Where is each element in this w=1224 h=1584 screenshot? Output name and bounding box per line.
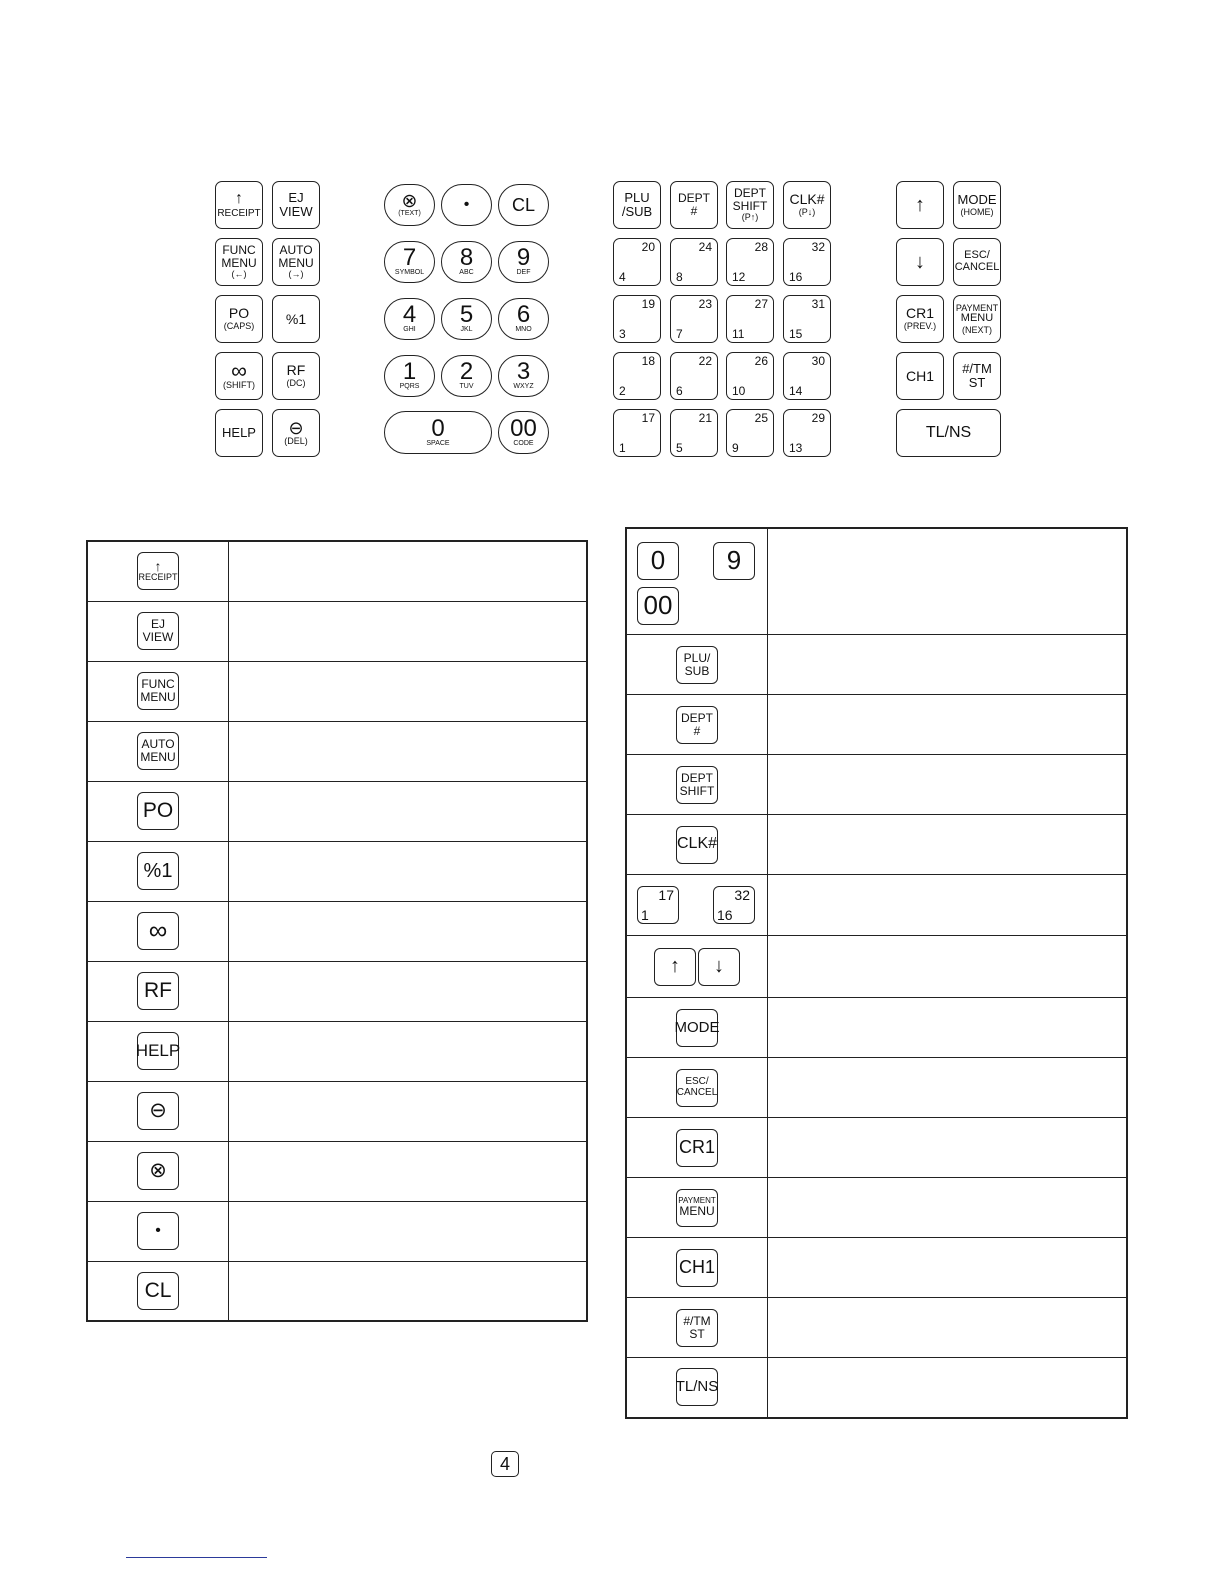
description-cell — [229, 1141, 588, 1201]
cr1-key-icon: CR1 — [676, 1129, 718, 1167]
table-row — [626, 998, 1127, 1058]
description-cell — [768, 1358, 1128, 1418]
arrow-up-icon: ↑ — [915, 193, 925, 216]
description-cell — [768, 998, 1128, 1058]
left-key-table — [86, 540, 588, 1322]
digit-4-key[interactable]: 4 GHI — [384, 298, 435, 340]
table-row — [626, 1178, 1127, 1238]
tm-st-key-icon: #/TM ST — [676, 1309, 718, 1347]
plu-sub-key-icon: PLU/ SUB — [676, 646, 718, 684]
digit-keys-range — [627, 529, 767, 634]
dept-key-17-icon: 17 1 — [637, 886, 679, 924]
description-cell — [229, 781, 588, 841]
decimal-point-key[interactable] — [441, 184, 492, 226]
auto-menu-key[interactable]: AUTO MENU (→) — [272, 238, 320, 286]
table-row — [626, 635, 1127, 695]
description-cell — [768, 1178, 1128, 1238]
infinity-icon: ∞ — [231, 357, 247, 383]
help-key-icon: HELP — [137, 1032, 179, 1070]
table-row — [626, 815, 1127, 875]
dot-icon: • — [463, 195, 470, 213]
table-row — [87, 661, 587, 721]
auto-menu-key-icon: AUTO MENU — [137, 732, 179, 770]
table-row — [87, 601, 587, 661]
double-zero-key-icon: 00 — [637, 587, 679, 625]
table-row — [87, 901, 587, 961]
arrow-down-icon: ↓ — [714, 955, 724, 977]
table-row — [87, 841, 587, 901]
circled-x-icon: ⊗ — [401, 190, 418, 212]
po-key[interactable]: PO (CAPS) — [215, 295, 263, 343]
table-row — [626, 875, 1127, 936]
description-cell — [229, 901, 588, 961]
right-key-table — [625, 527, 1128, 1419]
table-row — [87, 721, 587, 781]
description-cell — [768, 635, 1128, 695]
arrow-up-icon: ↑ — [154, 558, 162, 575]
table-row — [87, 1141, 587, 1201]
description-cell — [229, 1201, 588, 1261]
description-cell — [768, 815, 1128, 875]
description-cell — [229, 1081, 588, 1141]
esc-cancel-key-icon: ESC/ CANCEL — [676, 1069, 718, 1107]
po-key-icon: PO — [137, 792, 179, 830]
ch1-key-icon: CH1 — [676, 1249, 718, 1287]
shift-key-icon — [137, 912, 179, 950]
mode-key[interactable]: MODE (HOME) — [953, 181, 1001, 229]
description-cell — [768, 528, 1128, 635]
up-arrow-key[interactable] — [896, 181, 944, 229]
description-cell — [768, 936, 1128, 998]
table-row — [626, 695, 1127, 755]
clerk-key-icon: CLK# — [676, 826, 718, 864]
dept-key[interactable]: 18 2 — [613, 352, 661, 400]
dept-key[interactable]: 24 8 — [670, 238, 718, 286]
description-cell — [768, 1058, 1128, 1118]
table-row — [626, 1238, 1127, 1298]
payment-menu-key[interactable]: PAYMENT MENU (NEXT) — [953, 295, 1001, 343]
digit-9-key[interactable]: 9 DEF — [498, 241, 549, 283]
description-cell — [768, 1118, 1128, 1178]
dot-icon: • — [155, 1221, 161, 1239]
digit-1-key[interactable]: 1 PQRS — [384, 355, 435, 397]
dept-keys-range — [627, 875, 767, 935]
tl-ns-key-icon: TL/NS — [676, 1368, 718, 1406]
down-arrow-key[interactable] — [896, 238, 944, 286]
percent1-key-icon: %1 — [137, 852, 179, 890]
dept-key[interactable]: 21 5 — [670, 409, 718, 457]
infinity-icon: ∞ — [148, 915, 168, 946]
dept-key[interactable]: 17 1 — [613, 409, 661, 457]
dept-number-key[interactable]: DEPT # — [670, 181, 718, 229]
multiply-key-icon — [137, 1152, 179, 1190]
func-menu-key-icon: FUNC MENU — [137, 672, 179, 710]
dept-key[interactable]: 25 9 — [726, 409, 774, 457]
ch1-key[interactable]: CH1 — [896, 352, 944, 400]
table-row — [87, 961, 587, 1021]
description-cell — [768, 1238, 1128, 1298]
esc-cancel-key[interactable]: ESC/ CANCEL — [953, 238, 1001, 286]
dept-key[interactable]: 30 14 — [783, 352, 831, 400]
func-menu-key[interactable]: FUNC MENU (←) — [215, 238, 263, 286]
digit-6-key[interactable]: 6 MNO — [498, 298, 549, 340]
del-key[interactable]: ⊖ (DEL) — [272, 409, 320, 457]
minus-circle-icon: ⊖ — [149, 1098, 167, 1122]
decimal-key-icon — [137, 1212, 179, 1250]
del-key-icon — [137, 1092, 179, 1130]
dept-key[interactable]: 20 4 — [613, 238, 661, 286]
dept-key[interactable]: 22 6 — [670, 352, 718, 400]
down-arrow-key-icon — [698, 948, 740, 986]
table-row — [626, 1358, 1127, 1418]
tm-st-key[interactable]: #/TM ST — [953, 352, 1001, 400]
dept-key[interactable]: 23 7 — [670, 295, 718, 343]
table-row — [87, 781, 587, 841]
table-row — [87, 1201, 587, 1261]
clear-key-icon: CL — [137, 1272, 179, 1310]
digit-0-key[interactable]: 0 SPACE — [384, 411, 492, 454]
description-cell — [229, 1021, 588, 1081]
dept-key[interactable]: 26 10 — [726, 352, 774, 400]
dept-key-32-icon: 32 16 — [713, 886, 755, 924]
plu-sub-key[interactable]: PLU /SUB — [613, 181, 661, 229]
description-cell — [229, 661, 588, 721]
table-row — [626, 1298, 1127, 1358]
double-zero-key[interactable]: 00 CODE — [498, 411, 549, 454]
receipt-key-icon: ↑ RECEIPT — [137, 552, 179, 590]
digit-2-key[interactable]: 2 TUV — [441, 355, 492, 397]
digit-3-key[interactable]: 3 WXYZ — [498, 355, 549, 397]
table-row — [87, 1021, 587, 1081]
table-row — [87, 1081, 587, 1141]
table-row — [87, 541, 587, 601]
table-row — [626, 1058, 1127, 1118]
dept-key[interactable]: 27 11 — [726, 295, 774, 343]
table-row — [626, 755, 1127, 815]
clear-key[interactable]: CL — [498, 184, 549, 226]
rf-key-icon: RF — [137, 972, 179, 1010]
page-number: 4 — [491, 1451, 519, 1477]
dept-key[interactable]: 28 12 — [726, 238, 774, 286]
description-cell — [229, 601, 588, 661]
dept-key[interactable]: 31 15 — [783, 295, 831, 343]
description-cell — [229, 1261, 588, 1321]
digit-8-key[interactable]: 8 ABC — [441, 241, 492, 283]
table-row — [626, 936, 1127, 998]
digit-7-key[interactable]: 7 SYMBOL — [384, 241, 435, 283]
dept-shift-key[interactable]: DEPT SHIFT (P↑) — [726, 181, 774, 229]
digit-0-key-icon: 0 — [637, 542, 679, 580]
help-key[interactable]: HELP — [215, 409, 263, 457]
description-cell — [768, 755, 1128, 815]
table-row — [626, 528, 1127, 635]
rf-key[interactable]: RF (DC) — [272, 352, 320, 400]
circled-x-icon: ⊗ — [149, 1158, 167, 1182]
up-arrow-key-icon — [654, 948, 696, 986]
description-cell — [229, 721, 588, 781]
footer-rule — [126, 1557, 267, 1558]
multiply-text-key[interactable]: ⊗ (TEXT) — [384, 184, 435, 226]
description-cell — [768, 875, 1128, 936]
arrow-keys — [627, 948, 767, 986]
dept-key[interactable]: 19 3 — [613, 295, 661, 343]
tl-ns-key[interactable]: TL/NS — [896, 409, 1001, 457]
payment-menu-key-icon: PAYMENT MENU — [676, 1189, 718, 1227]
arrow-down-icon: ↓ — [915, 250, 925, 273]
description-cell — [768, 695, 1128, 755]
ej-view-key[interactable]: EJ VIEW — [272, 181, 320, 229]
clerk-key[interactable]: CLK# (P↓) — [783, 181, 831, 229]
ej-view-key-icon: EJ VIEW — [137, 612, 179, 650]
table-row — [626, 1118, 1127, 1178]
arrow-up-icon: ↑ — [235, 189, 243, 207]
dept-key[interactable]: 29 13 — [783, 409, 831, 457]
dept-key[interactable]: 32 16 — [783, 238, 831, 286]
cr1-key[interactable]: CR1 (PREV.) — [896, 295, 944, 343]
arrow-up-icon: ↑ — [670, 955, 680, 977]
digit-5-key[interactable]: 5 JKL — [441, 298, 492, 340]
description-cell — [229, 961, 588, 1021]
description-cell — [229, 841, 588, 901]
dept-number-key-icon: DEPT # — [676, 706, 718, 744]
shift-key[interactable]: ∞ (SHIFT) — [215, 352, 263, 400]
percent1-key[interactable]: %1 — [272, 295, 320, 343]
description-cell — [229, 541, 588, 601]
receipt-key[interactable]: ↑ RECEIPT — [215, 181, 263, 229]
table-row — [87, 1261, 587, 1321]
minus-circle-icon: ⊖ — [288, 417, 304, 438]
digit-9-key-icon: 9 — [713, 542, 755, 580]
dept-shift-key-icon: DEPT SHIFT — [676, 766, 718, 804]
description-cell — [768, 1298, 1128, 1358]
mode-key-icon: MODE — [676, 1009, 718, 1047]
